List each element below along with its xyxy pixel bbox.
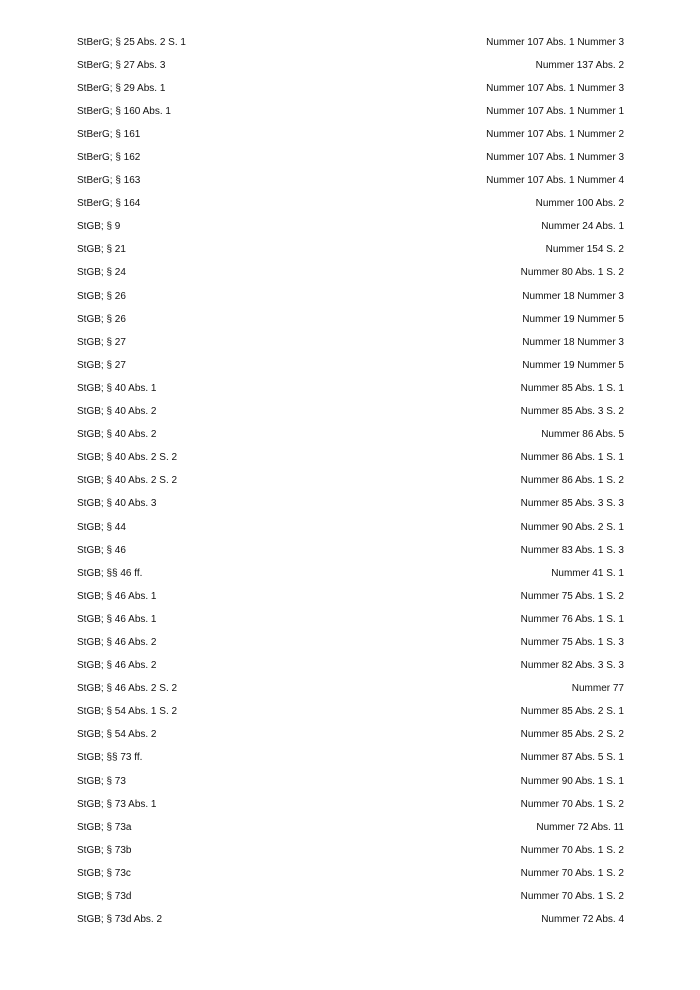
index-row [77, 701, 624, 724]
index-row [77, 678, 624, 701]
section-locator: Nummer 107 Abs. 1 Nummer 3 [486, 36, 624, 48]
statute-reference: StGB; § 73 [77, 775, 126, 787]
statute-reference: StGB; § 46 Abs. 1 [77, 590, 157, 602]
section-locator: Nummer 82 Abs. 3 S. 3 [520, 660, 624, 672]
statute-reference: StBerG; § 27 Abs. 3 [77, 59, 166, 71]
statute-reference: StGB; §§ 46 ff. [77, 567, 143, 579]
statute-reference: StGB; § 21 [77, 244, 126, 256]
statute-reference: StBerG; § 29 Abs. 1 [77, 82, 166, 94]
index-row [77, 285, 624, 308]
index-row [77, 401, 624, 424]
statute-reference: StGB; § 73d Abs. 2 [77, 914, 163, 926]
section-locator: Nummer 70 Abs. 1 S. 2 [520, 891, 624, 903]
statute-reference: StGB; § 40 Abs. 2 [77, 429, 157, 441]
index-row [77, 447, 624, 470]
statute-reference: StGB; § 40 Abs. 2 S. 2 [77, 475, 178, 487]
section-locator: Nummer 154 S. 2 [545, 244, 624, 256]
index-row [77, 816, 624, 839]
index-row [77, 77, 624, 100]
index-row [77, 631, 624, 654]
section-locator: Nummer 75 Abs. 1 S. 3 [520, 636, 624, 648]
statute-reference: StGB; § 24 [77, 267, 126, 279]
index-row [77, 123, 624, 146]
index-row [77, 539, 624, 562]
statute-reference: StGB; § 46 Abs. 1 [77, 613, 157, 625]
statute-reference: StGB; § 46 [77, 544, 126, 556]
section-locator: Nummer 86 Abs. 1 S. 1 [520, 452, 624, 464]
index-row [77, 424, 624, 447]
section-locator: Nummer 85 Abs. 3 S. 2 [520, 406, 624, 418]
index-row [77, 31, 624, 54]
statute-reference: StGB; §§ 73 ff. [77, 752, 143, 764]
section-locator: Nummer 72 Abs. 11 [536, 821, 624, 833]
index-row [77, 839, 624, 862]
section-locator: Nummer 19 Nummer 5 [522, 359, 624, 371]
section-locator: Nummer 77 [571, 683, 624, 695]
statute-reference: StBerG; § 25 Abs. 2 S. 1 [77, 36, 186, 48]
statute-reference: StBerG; § 163 [77, 175, 141, 187]
section-locator: Nummer 41 S. 1 [551, 567, 624, 579]
section-locator: Nummer 70 Abs. 1 S. 2 [520, 867, 624, 879]
statute-reference: StGB; § 40 Abs. 2 S. 2 [77, 452, 178, 464]
index-row [77, 585, 624, 608]
section-locator: Nummer 72 Abs. 4 [541, 914, 624, 926]
statute-reference: StGB; § 46 Abs. 2 [77, 636, 157, 648]
index-row [77, 470, 624, 493]
statute-reference: StBerG; § 164 [77, 198, 141, 210]
section-locator: Nummer 100 Abs. 2 [535, 198, 624, 210]
index-row [77, 170, 624, 193]
section-locator: Nummer 18 Nummer 3 [522, 336, 624, 348]
section-locator: Nummer 107 Abs. 1 Nummer 3 [486, 82, 624, 94]
statute-reference: StGB; § 73d [77, 891, 132, 903]
section-locator: Nummer 86 Abs. 5 [541, 429, 624, 441]
index-row [77, 308, 624, 331]
statute-reference: StGB; § 9 [77, 221, 121, 233]
section-locator: Nummer 107 Abs. 1 Nummer 4 [486, 175, 624, 187]
statute-reference: StBerG; § 161 [77, 128, 141, 140]
statute-reference: StGB; § 27 [77, 359, 126, 371]
section-locator: Nummer 24 Abs. 1 [541, 221, 624, 233]
section-locator: Nummer 107 Abs. 1 Nummer 2 [486, 128, 624, 140]
statute-reference: StGB; § 73b [77, 844, 132, 856]
section-locator: Nummer 107 Abs. 1 Nummer 3 [486, 152, 624, 164]
section-locator: Nummer 90 Abs. 2 S. 1 [520, 521, 624, 533]
section-locator: Nummer 107 Abs. 1 Nummer 1 [486, 105, 624, 117]
index-row [77, 493, 624, 516]
index-row [77, 239, 624, 262]
section-locator: Nummer 75 Abs. 1 S. 2 [520, 590, 624, 602]
statute-reference: StGB; § 44 [77, 521, 126, 533]
index-row [77, 331, 624, 354]
statute-reference: StGB; § 40 Abs. 1 [77, 382, 157, 394]
index-row [77, 770, 624, 793]
statute-reference: StGB; § 26 [77, 313, 126, 325]
section-locator: Nummer 85 Abs. 1 S. 1 [520, 382, 624, 394]
index-row [77, 54, 624, 77]
section-locator: Nummer 19 Nummer 5 [522, 313, 624, 325]
statute-reference: StBerG; § 160 Abs. 1 [77, 105, 171, 117]
section-locator: Nummer 76 Abs. 1 S. 1 [520, 613, 624, 625]
index-row [77, 862, 624, 885]
index-row [77, 747, 624, 770]
section-locator: Nummer 85 Abs. 2 S. 2 [520, 729, 624, 741]
section-locator: Nummer 70 Abs. 1 S. 2 [520, 844, 624, 856]
index-row [77, 655, 624, 678]
index-row [77, 516, 624, 539]
statute-reference: StGB; § 73 Abs. 1 [77, 798, 157, 810]
section-locator: Nummer 70 Abs. 1 S. 2 [520, 798, 624, 810]
section-locator: Nummer 87 Abs. 5 S. 1 [520, 752, 624, 764]
section-locator: Nummer 90 Abs. 1 S. 1 [520, 775, 624, 787]
index-row [77, 724, 624, 747]
statute-reference: StGB; § 73a [77, 821, 132, 833]
index-row [77, 216, 624, 239]
statute-reference: StGB; § 27 [77, 336, 126, 348]
section-locator: Nummer 86 Abs. 1 S. 2 [520, 475, 624, 487]
statute-reference: StGB; § 46 Abs. 2 [77, 660, 157, 672]
statute-reference: StGB; § 54 Abs. 1 S. 2 [77, 706, 178, 718]
index-row [77, 262, 624, 285]
index-row [77, 885, 624, 908]
index-row [77, 100, 624, 123]
index-row [77, 608, 624, 631]
statute-reference: StGB; § 73c [77, 867, 131, 879]
index-row [77, 193, 624, 216]
statute-reference: StGB; § 40 Abs. 2 [77, 406, 157, 418]
section-locator: Nummer 85 Abs. 3 S. 3 [520, 498, 624, 510]
section-locator: Nummer 137 Abs. 2 [535, 59, 624, 71]
statute-reference: StGB; § 26 [77, 290, 126, 302]
index-row [77, 562, 624, 585]
statute-reference: StBerG; § 162 [77, 152, 141, 164]
index-row [77, 377, 624, 400]
index-row [77, 909, 624, 932]
statute-reference: StGB; § 54 Abs. 2 [77, 729, 157, 741]
index-row [77, 146, 624, 169]
statute-reference: StGB; § 46 Abs. 2 S. 2 [77, 683, 178, 695]
section-locator: Nummer 83 Abs. 1 S. 3 [520, 544, 624, 556]
index-table [77, 31, 624, 932]
section-locator: Nummer 18 Nummer 3 [522, 290, 624, 302]
index-row [77, 793, 624, 816]
statute-reference: StGB; § 40 Abs. 3 [77, 498, 157, 510]
section-locator: Nummer 80 Abs. 1 S. 2 [520, 267, 624, 279]
section-locator: Nummer 85 Abs. 2 S. 1 [520, 706, 624, 718]
index-row [77, 354, 624, 377]
